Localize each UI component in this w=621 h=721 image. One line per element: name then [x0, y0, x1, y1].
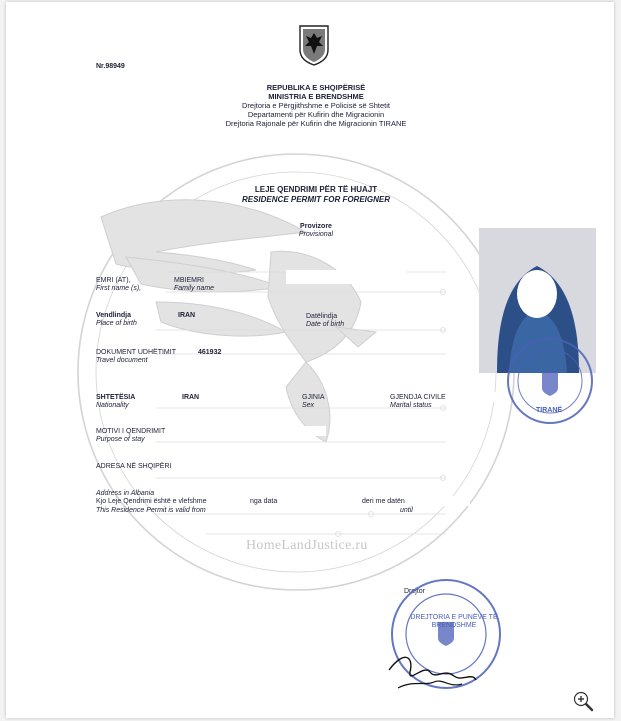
- sex-label-en: Sex: [302, 402, 315, 409]
- status-en: Provisional: [298, 231, 334, 238]
- zoom-in-icon[interactable]: [572, 690, 594, 712]
- redacted-address: [186, 461, 456, 471]
- redacted-sex: [328, 392, 348, 402]
- header-line-5: Drejtoria Rajonale për Kufirin dhe Migracionin TIRANE: [225, 119, 407, 128]
- place-of-birth-label-en: Place of birth: [96, 320, 137, 327]
- redacted-valid-from: [284, 496, 354, 506]
- valid-until-label-en: until: [400, 507, 413, 514]
- marital-status-label-sq: GJENDJA CIVILE: [390, 394, 446, 401]
- official-stamp: [384, 572, 524, 702]
- family-name-label-en: Family name: [174, 285, 215, 292]
- emblem-icon: [298, 24, 330, 66]
- header-line-3: Drejtoria e Përgjithshme e Policisë së Shtetit: [242, 101, 390, 110]
- nationality-label-en: Nationality: [96, 402, 129, 409]
- purpose-label-en: Purpose of stay: [96, 436, 145, 443]
- redacted-dob: [361, 311, 413, 321]
- title-en: RESIDENCE PERMIT FOR FOREIGNER: [241, 195, 390, 204]
- nationality-value: IRAN: [182, 394, 200, 401]
- first-name-label-sq: EMRI (AT),: [96, 277, 131, 284]
- date-of-birth-label-sq: Datëlindja: [306, 313, 338, 320]
- validity-label-en: This Residence Permit is valid from: [96, 507, 206, 514]
- validity-label-sq: Kjo Leje Qendrimi është e vlefshme: [96, 498, 207, 505]
- redacted-name: [286, 270, 406, 284]
- watermark-text: HomeLandJustice.ru: [246, 538, 368, 553]
- redacted-purpose: [206, 426, 326, 436]
- title-sq: LEJE QENDRIMI PËR TË HUAJT: [254, 185, 378, 194]
- address-label-sq: ADRESA NË SHQIPËRI: [96, 463, 172, 470]
- address-label-en: Address in Albania: [96, 490, 155, 497]
- photo-stamp-city: TIRANË: [536, 407, 563, 414]
- header-line-2: MINISTRIA E BRENDSHME: [268, 92, 364, 101]
- purpose-label-sq: MOTIVI I QENDRIMIT: [96, 428, 166, 435]
- nationality-label-sq: SHTETËSIA: [96, 394, 136, 401]
- document-number: Nr.98949: [96, 63, 125, 70]
- signature-label: Drejtor: [404, 588, 426, 595]
- place-of-birth-label-sq: Vendlindja: [96, 312, 132, 319]
- stamp-ring-text: DREJTORIA E PUNËVE TË BRENDSHME: [410, 614, 498, 629]
- travel-document-label-en: Travel document: [96, 357, 148, 364]
- valid-from-label: nga data: [250, 498, 278, 505]
- travel-document-value: 461932: [198, 349, 222, 356]
- marital-status-label-en: Marital status: [390, 402, 432, 409]
- first-name-label-en: First name (s),: [96, 285, 142, 292]
- header-line-4: Departamenti për Kufirin dhe Migracionin: [247, 110, 385, 119]
- redacted-valid-until: [414, 496, 470, 506]
- sex-label-sq: GJINIA: [302, 394, 325, 401]
- document-page: [6, 2, 614, 718]
- family-name-label-sq: MBIEMRI: [174, 277, 204, 284]
- travel-document-label-sq: DOKUMENT UDHËTIMIT: [96, 349, 176, 356]
- date-of-birth-label-en: Date of birth: [306, 321, 345, 328]
- valid-until-label-sq: deri me datën: [362, 498, 405, 505]
- header-line-1: REPUBLIKA E SHQIPËRISË: [266, 83, 366, 92]
- status-sq: Provizore: [300, 223, 332, 230]
- issuer-header: [166, 83, 466, 128]
- place-of-birth-value: IRAN: [178, 312, 196, 319]
